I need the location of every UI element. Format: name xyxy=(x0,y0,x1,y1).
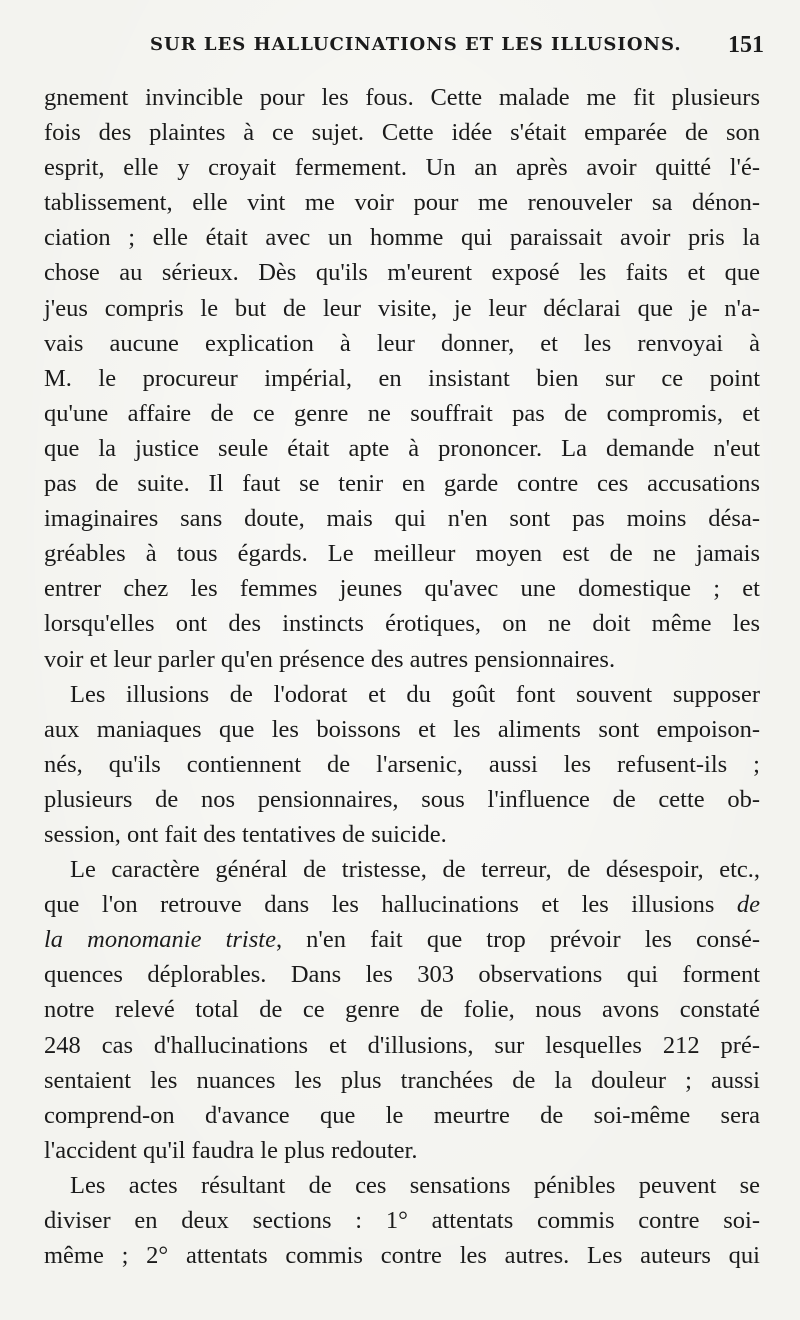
text-line: pas de suite. Il faut se tenir en garde contre ces accusations xyxy=(44,470,760,498)
text-line: voir et leur parler qu'en présence des autres pensionnaires. xyxy=(44,645,616,673)
italic-segment: la monomanie triste xyxy=(44,926,276,954)
body-text xyxy=(44,80,760,1273)
page-header xyxy=(150,34,764,64)
text-line: Les illusions de l'odorat et du goût font souvent supposer xyxy=(70,680,760,708)
text-line: gréables à tous égards. Le meilleur moyen est de ne jamais xyxy=(44,540,760,568)
text-line: que la justice seule était apte à prononcer. La demande n'eut xyxy=(44,434,760,462)
text-line: chose au sérieux. Dès qu'ils m'eurent exposé les faits et que xyxy=(44,259,760,287)
text-line: imaginaires sans doute, mais qui n'en sont pas moins désa- xyxy=(44,505,760,533)
text-line: lorsqu'elles ont des instincts érotiques, on ne doit même les xyxy=(44,610,760,638)
text-line: qu'une affaire de ce genre ne souffrait pas de compromis, et xyxy=(44,399,760,427)
text-line: session, ont fait des tentatives de suicide. xyxy=(44,820,447,848)
text-line: aux maniaques que les boissons et les aliments sont empoison- xyxy=(44,715,760,743)
running-title: SUR LES HALLUCINATIONS ET LES ILLUSIONS. xyxy=(150,34,682,55)
text-line: sentaient les nuances les plus tranchées de la douleur ; aussi xyxy=(44,1066,760,1094)
text-line: vais aucune explication à leur donner, et les renvoyai à xyxy=(44,329,760,357)
text-line: j'eus compris le but de leur visite, je leur déclarai que je n'a- xyxy=(44,294,760,322)
text-segment: , n'en fait que trop prévoir les consé- xyxy=(275,926,760,954)
text-line: tablissement, elle vint me voir pour me renouveler sa dénon- xyxy=(44,189,760,217)
text-segment: que l'on retrouve dans les hallucinations et les illusions xyxy=(44,891,715,919)
text-line: M. le procureur impérial, en insistant bien sur ce point xyxy=(44,364,760,392)
text-line: entrer chez les femmes jeunes qu'avec une domestique ; et xyxy=(44,575,760,603)
text-line: plusieurs de nos pensionnaires, sous l'influence de cette ob- xyxy=(44,785,760,813)
text-line: Le caractère général de tristesse, de terreur, de désespoir, etc., xyxy=(70,856,760,884)
text-line-with-italic xyxy=(44,922,760,957)
text-line: fois des plaintes à ce sujet. Cette idée s'était emparée de son xyxy=(44,119,760,147)
italic-segment: de xyxy=(736,891,760,919)
text-line-with-italic xyxy=(44,887,760,922)
text-line: Les actes résultant de ces sensations pénibles peuvent se xyxy=(70,1171,760,1199)
text-line: comprend-on d'avance que le meurtre de soi-même sera xyxy=(44,1101,760,1129)
text-line: esprit, elle y croyait fermement. Un an après avoir quitté l'é- xyxy=(44,154,760,182)
text-line: quences déplorables. Dans les 303 observations qui forment xyxy=(44,961,760,989)
page-number: 151 xyxy=(728,32,764,58)
text-line: l'accident qu'il faudra le plus redouter. xyxy=(44,1136,418,1164)
text-line: même ; 2° attentats commis contre les autres. Les auteurs qui xyxy=(44,1242,760,1270)
text-line: nés, qu'ils contiennent de l'arsenic, aussi les refusent-ils ; xyxy=(44,750,760,778)
text-line: gnement invincible pour les fous. Cette malade me fit plusieurs xyxy=(44,84,760,111)
text-line: notre relevé total de ce genre de folie, nous avons constaté xyxy=(44,996,760,1024)
text-line: 248 cas d'hallucinations et d'illusions, sur lesquelles 212 pré- xyxy=(44,1031,760,1059)
text-line: diviser en deux sections : 1° attentats commis contre soi- xyxy=(44,1207,760,1234)
text-line: ciation ; elle était avec un homme qui paraissait avoir pris la xyxy=(44,224,760,252)
